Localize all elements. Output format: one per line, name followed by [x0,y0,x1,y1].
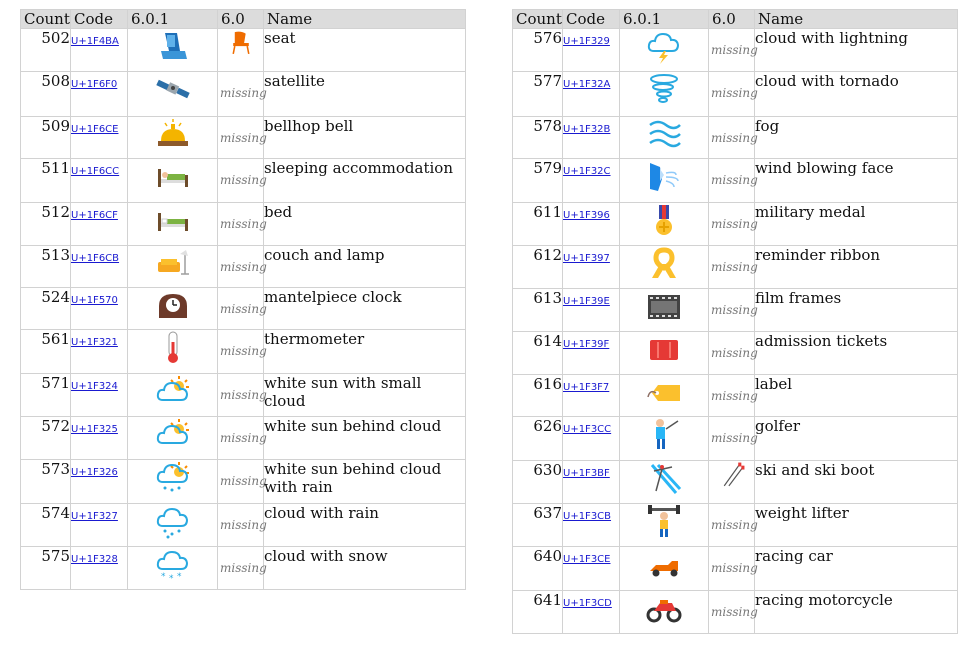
count-cell: 613 [513,289,563,332]
code-link[interactable]: U+1F32B [563,124,611,135]
code-link[interactable]: U+1F3CB [563,511,612,522]
chair-icon [227,29,255,57]
table-row [513,246,958,289]
code-cell [71,117,128,159]
v60-cell [709,504,758,547]
table-row [513,547,958,591]
missing-label: missing [711,173,758,187]
name-cell: reminder ribbon [755,246,958,289]
v60-cell [709,159,758,203]
code-link[interactable]: U+1F6CC [71,166,120,177]
sun-behind-cloud-icon [155,417,191,453]
v60-cell [218,504,267,547]
emoji-image-cell [128,330,218,374]
count-cell: 626 [513,417,563,461]
count-cell: 508 [21,72,71,117]
code-cell [563,332,620,375]
count-cell: 640 [513,547,563,591]
military-medal-icon [646,203,682,239]
count-cell: 502 [21,29,71,72]
code-cell [563,504,620,547]
v60-cell [218,417,267,460]
v60-header: 6.0 [218,10,264,29]
emoji-image-cell [128,504,218,547]
count-cell: 574 [21,504,71,547]
v60-cell [709,246,758,289]
code-link[interactable]: U+1F6CE [71,124,119,135]
racing-car-icon [646,547,682,583]
missing-label: missing [711,217,758,231]
v60-cell [709,203,758,246]
table-row [513,203,958,246]
admission-tickets-icon [646,332,682,368]
header-row [513,10,958,29]
code-link[interactable]: U+1F397 [563,253,610,264]
code-link[interactable]: U+1F328 [71,554,118,565]
missing-label: missing [220,217,267,231]
svg-text:*: * [176,572,181,582]
code-link[interactable]: U+1F3BF [563,468,610,479]
name-cell: admission tickets [755,332,958,375]
fog-icon [646,117,682,153]
table-row [513,332,958,375]
code-link[interactable]: U+1F570 [71,295,118,306]
v60-cell [218,547,267,590]
count-cell: 524 [21,288,71,330]
emoji-image-cell [620,203,709,246]
code-link[interactable]: U+1F6CF [71,210,118,221]
table-row [513,504,958,547]
emoji-image-cell [128,203,218,246]
code-cell [71,159,128,203]
right-emoji-table [512,9,958,634]
name-cell: white sun behind cloud [264,417,466,460]
missing-label: missing [711,346,758,360]
couch-lamp-icon [155,246,191,282]
cloud-lightning-icon [646,29,682,65]
table-row [513,29,958,72]
code-cell [563,117,620,159]
table-row [21,330,466,374]
emoji-image-cell [620,547,709,591]
v60-cell [218,330,267,374]
missing-label: missing [220,474,267,488]
missing-label: missing [220,173,267,187]
missing-label: missing [711,303,758,317]
emoji-image-cell [620,29,709,72]
table-row [513,461,958,504]
name-cell: weight lifter [755,504,958,547]
table-row [513,591,958,634]
v60-header: 6.0 [709,10,755,29]
table-row [21,246,466,288]
missing-label: missing [711,131,758,145]
count-cell: 637 [513,504,563,547]
v60-cell [218,159,267,203]
racing-motorcycle-icon [646,591,682,627]
name-cell: bellhop bell [264,117,466,159]
count-cell: 513 [21,246,71,288]
code-link[interactable]: U+1F324 [71,381,118,392]
table-row [21,203,466,246]
sun-cloud-rain-icon [155,460,191,496]
table-row [21,72,466,117]
v601-header: 6.0.1 [620,10,709,29]
missing-label: missing [711,518,758,532]
code-link[interactable]: U+1F32C [563,166,611,177]
code-cell [71,330,128,374]
name-cell: white sun behind cloud with rain [264,460,466,504]
mantelpiece-clock-icon [155,288,191,324]
table-row [21,374,466,417]
code-cell [71,246,128,288]
emoji-image-cell [620,246,709,289]
v60-cell [709,117,758,159]
code-cell [563,203,620,246]
count-cell: 578 [513,117,563,159]
code-cell [563,375,620,417]
count-cell: 572 [21,417,71,460]
bellhop-bell-icon [155,117,191,153]
name-cell: bed [264,203,466,246]
thermometer-icon [155,330,191,366]
code-link[interactable]: U+1F32A [563,79,611,90]
emoji-image-cell [128,159,218,203]
emoji-image-cell [128,374,218,417]
code-cell [71,72,128,117]
sleeping-accommodation-icon [155,159,191,195]
code-link[interactable]: U+1F325 [71,424,118,435]
emoji-image-cell [128,547,218,590]
missing-label: missing [711,260,758,274]
code-link[interactable]: U+1F6F0 [71,79,118,90]
name-cell: wind blowing face [755,159,958,203]
code-cell [563,159,620,203]
code-link[interactable]: U+1F4BA [71,36,119,47]
film-frames-icon [646,289,682,325]
count-cell: 641 [513,591,563,634]
v60-cell [709,461,755,504]
name-cell: mantelpiece clock [264,288,466,330]
v60-cell [218,288,267,330]
code-cell [71,374,128,417]
emoji-image-cell [620,332,709,375]
emoji-image-cell [620,72,709,117]
table-row [21,159,466,203]
label-icon [646,375,682,411]
code-cell [71,504,128,547]
cloud-rain-icon [155,504,191,540]
name-cell: cloud with lightning [755,29,958,72]
svg-text:*: * [160,572,165,582]
count-cell: 573 [21,460,71,504]
missing-label: missing [711,86,758,100]
code-link[interactable]: U+1F326 [71,467,118,478]
emoji-image-cell [128,117,218,159]
table-row [513,159,958,203]
v60-cell [709,72,758,117]
seat-icon [155,29,191,65]
bed-icon [155,203,191,239]
missing-label: missing [220,86,267,100]
sun-small-cloud-icon [155,374,191,410]
count-header: Count [21,10,71,29]
code-cell [563,417,620,461]
header-row [21,10,466,29]
cloud-snow-icon [155,547,191,583]
missing-label: missing [711,605,758,619]
code-link[interactable]: U+1F3CE [563,554,611,565]
code-cell [563,591,620,634]
code-link[interactable]: U+1F327 [71,511,118,522]
emoji-image-cell [128,29,218,72]
missing-label: missing [220,518,267,532]
v60-cell [218,29,264,72]
v60-cell [218,117,267,159]
code-cell [563,29,620,72]
ski-icon [646,461,682,497]
name-cell: sleeping accommodation [264,159,466,203]
code-cell [71,288,128,330]
tornado-icon [646,72,682,108]
missing-label: missing [711,389,758,403]
table-row [21,117,466,159]
v60-cell [218,374,267,417]
v60-cell [709,591,758,634]
v60-cell [218,203,267,246]
code-link[interactable]: U+1F39E [563,296,610,307]
emoji-image-cell [128,72,218,117]
emoji-image-cell [620,461,709,504]
wind-face-icon [646,159,682,195]
table-row [513,72,958,117]
table-row [21,417,466,460]
name-cell: label [755,375,958,417]
ski-poles-icon [718,461,746,489]
v60-cell [709,547,758,591]
count-cell: 511 [21,159,71,203]
name-header: Name [755,10,958,29]
code-link[interactable]: U+1F321 [71,337,118,348]
v60-cell [218,72,267,117]
v60-cell [709,417,758,461]
name-cell: ski and ski boot [755,461,958,504]
count-cell: 576 [513,29,563,72]
table-row [21,460,466,504]
emoji-image-cell [620,117,709,159]
emoji-image-cell [620,289,709,332]
name-header: Name [264,10,466,29]
emoji-image-cell [128,246,218,288]
code-link[interactable]: U+1F396 [563,210,610,221]
count-cell: 614 [513,332,563,375]
code-cell [71,203,128,246]
count-cell: 612 [513,246,563,289]
weight-lifter-icon [646,504,682,540]
missing-label: missing [220,388,267,402]
name-cell: cloud with rain [264,504,466,547]
table-row [21,504,466,547]
code-cell [71,547,128,590]
code-cell [563,246,620,289]
emoji-image-cell [620,375,709,417]
emoji-image-cell [128,460,218,504]
emoji-image-cell [620,417,709,461]
count-cell: 630 [513,461,563,504]
name-cell: racing car [755,547,958,591]
name-cell: cloud with tornado [755,72,958,117]
code-header: Code [563,10,620,29]
code-cell [563,72,620,117]
count-cell: 579 [513,159,563,203]
emoji-image-cell [620,504,709,547]
code-link[interactable]: U+1F6CB [71,253,120,264]
name-cell: fog [755,117,958,159]
satellite-icon [155,72,191,108]
table-row [513,117,958,159]
code-link[interactable]: U+1F329 [563,36,610,47]
missing-label: missing [220,431,267,445]
v60-cell [709,29,758,72]
v60-cell [709,332,758,375]
code-link[interactable]: U+1F3F7 [563,382,610,393]
missing-label: missing [220,561,267,575]
code-cell [563,547,620,591]
table-row [21,547,466,590]
code-link[interactable]: U+1F39F [563,339,610,350]
name-cell: couch and lamp [264,246,466,288]
name-cell: cloud with snow [264,547,466,590]
count-cell: 575 [21,547,71,590]
missing-label: missing [711,431,758,445]
code-cell [563,461,620,504]
code-cell [71,417,128,460]
name-cell: golfer [755,417,958,461]
missing-label: missing [220,260,267,274]
emoji-image-cell [128,417,218,460]
v60-cell [709,289,758,332]
missing-label: missing [711,561,758,575]
missing-label: missing [711,43,758,57]
name-cell: racing motorcycle [755,591,958,634]
code-link[interactable]: U+1F3CC [563,424,612,435]
name-cell: military medal [755,203,958,246]
v60-cell [709,375,758,417]
name-cell: seat [264,29,466,72]
code-cell [71,29,128,72]
count-cell: 611 [513,203,563,246]
table-row [513,417,958,461]
count-cell: 571 [21,374,71,417]
left-emoji-table [20,9,466,590]
emoji-image-cell [128,288,218,330]
code-cell [71,460,128,504]
v601-header: 6.0.1 [128,10,218,29]
name-cell: film frames [755,289,958,332]
reminder-ribbon-icon [646,246,682,282]
count-cell: 509 [21,117,71,159]
table-row [21,29,466,72]
code-cell [563,289,620,332]
missing-label: missing [220,302,267,316]
count-cell: 577 [513,72,563,117]
emoji-image-cell [620,591,709,634]
v60-cell [218,246,267,288]
count-cell: 561 [21,330,71,374]
svg-text:*: * [168,574,173,583]
table-row [513,289,958,332]
count-cell: 616 [513,375,563,417]
missing-label: missing [220,131,267,145]
missing-label: missing [220,344,267,358]
count-header: Count [513,10,563,29]
code-link[interactable]: U+1F3CD [563,598,612,609]
name-cell: white sun with small cloud [264,374,466,417]
code-header: Code [71,10,128,29]
table-row [21,288,466,330]
emoji-image-cell [620,159,709,203]
table-row [513,375,958,417]
name-cell: satellite [264,72,466,117]
v60-cell [218,460,267,504]
name-cell: thermometer [264,330,466,374]
golfer-icon [646,417,682,453]
count-cell: 512 [21,203,71,246]
